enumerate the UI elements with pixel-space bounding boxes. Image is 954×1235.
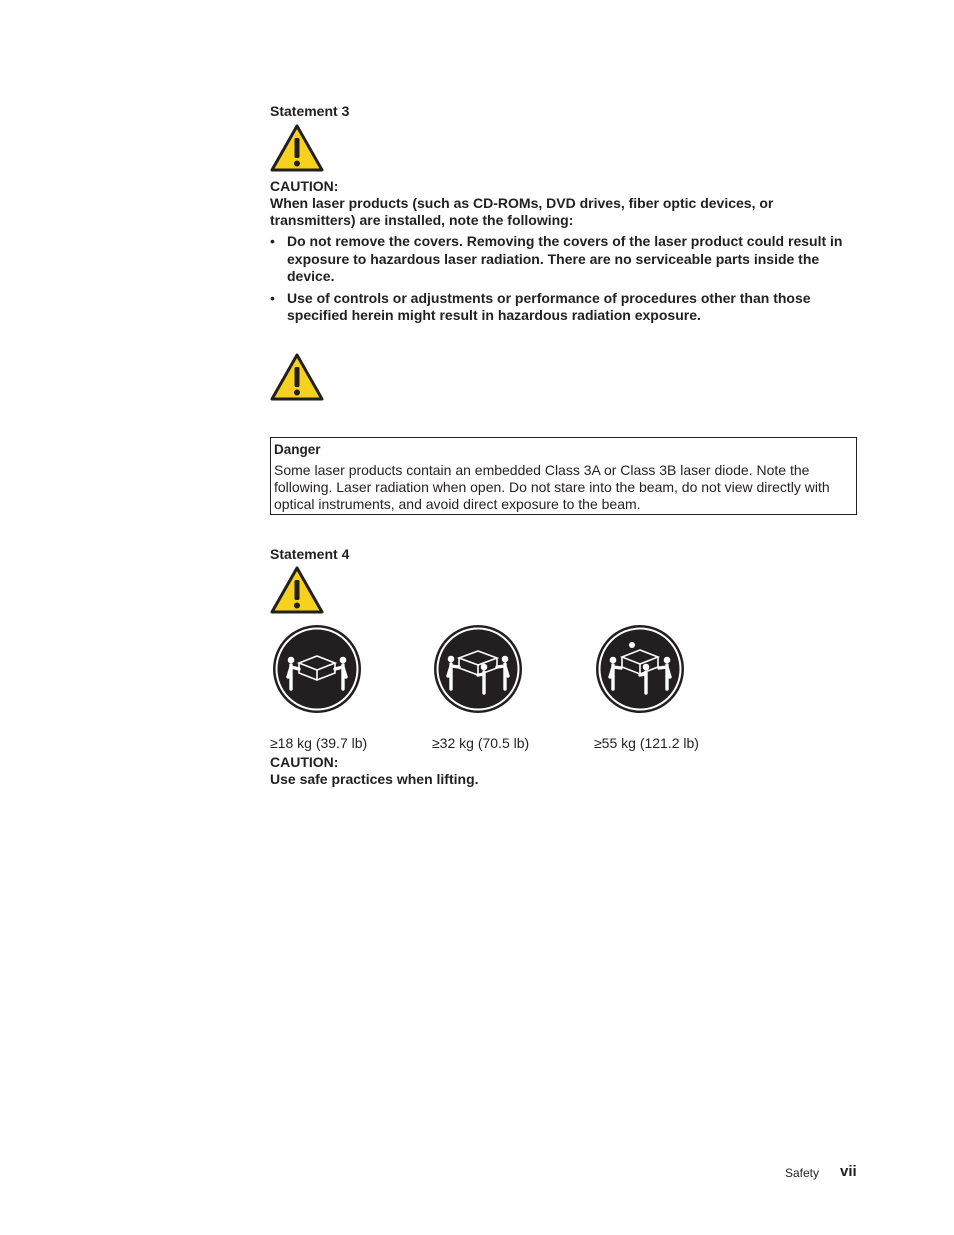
- weight-label-18kg: ≥18 kg (39.7 lb): [270, 735, 368, 751]
- laser-caution-list: [270, 233, 860, 329]
- lifting-caution-label: CAUTION:: [270, 754, 339, 770]
- danger-text: Some laser products contain an embedded Class 3A or Class 3B laser diode. Note the following. Laser radiation when open. Do not stare into the beam, do not view directly with optical instruments, and avoid direct exposure to the beam.: [274, 462, 830, 512]
- danger-title: Danger: [274, 442, 321, 457]
- statement-4-heading: Statement 4: [270, 546, 350, 562]
- bullet-glyph: •: [270, 289, 275, 306]
- weight-label-32kg: ≥32 kg (70.5 lb): [432, 735, 530, 751]
- warning-triangle-icon: [270, 124, 324, 172]
- four-person-lift-icon: [594, 623, 686, 715]
- warning-triangle-icon: [270, 353, 324, 401]
- warning-triangle-icon: [270, 566, 324, 614]
- footer-section-label: Safety: [785, 1166, 820, 1180]
- three-person-lift-icon: [432, 623, 524, 715]
- two-person-lift-icon: [271, 623, 363, 715]
- list-item: [270, 290, 860, 325]
- list-item: [270, 233, 860, 286]
- lifting-caution-text: Use safe practices when lifting.: [270, 771, 479, 787]
- list-item-text: Do not remove the covers. Removing the covers of the laser product could result in exposure to hazardous laser radiation. There are no serviceable parts inside the device.: [287, 233, 843, 284]
- bullet-glyph: •: [270, 233, 275, 249]
- caution-intro: When laser products (such as CD-ROMs, DVD drives, fiber optic devices, or transmitters) are installed, note the following:: [270, 195, 774, 228]
- list-item-text: Use of controls or adjustments or performance of procedures other than those specified herein might result in hazardous radiation exposure.: [287, 289, 811, 323]
- weight-label-55kg: ≥55 kg (121.2 lb): [594, 735, 699, 751]
- page-number: vii: [840, 1163, 857, 1180]
- statement-3-heading: Statement 3: [270, 103, 350, 119]
- caution-label: CAUTION:: [270, 178, 339, 194]
- danger-notice-box: [270, 437, 857, 515]
